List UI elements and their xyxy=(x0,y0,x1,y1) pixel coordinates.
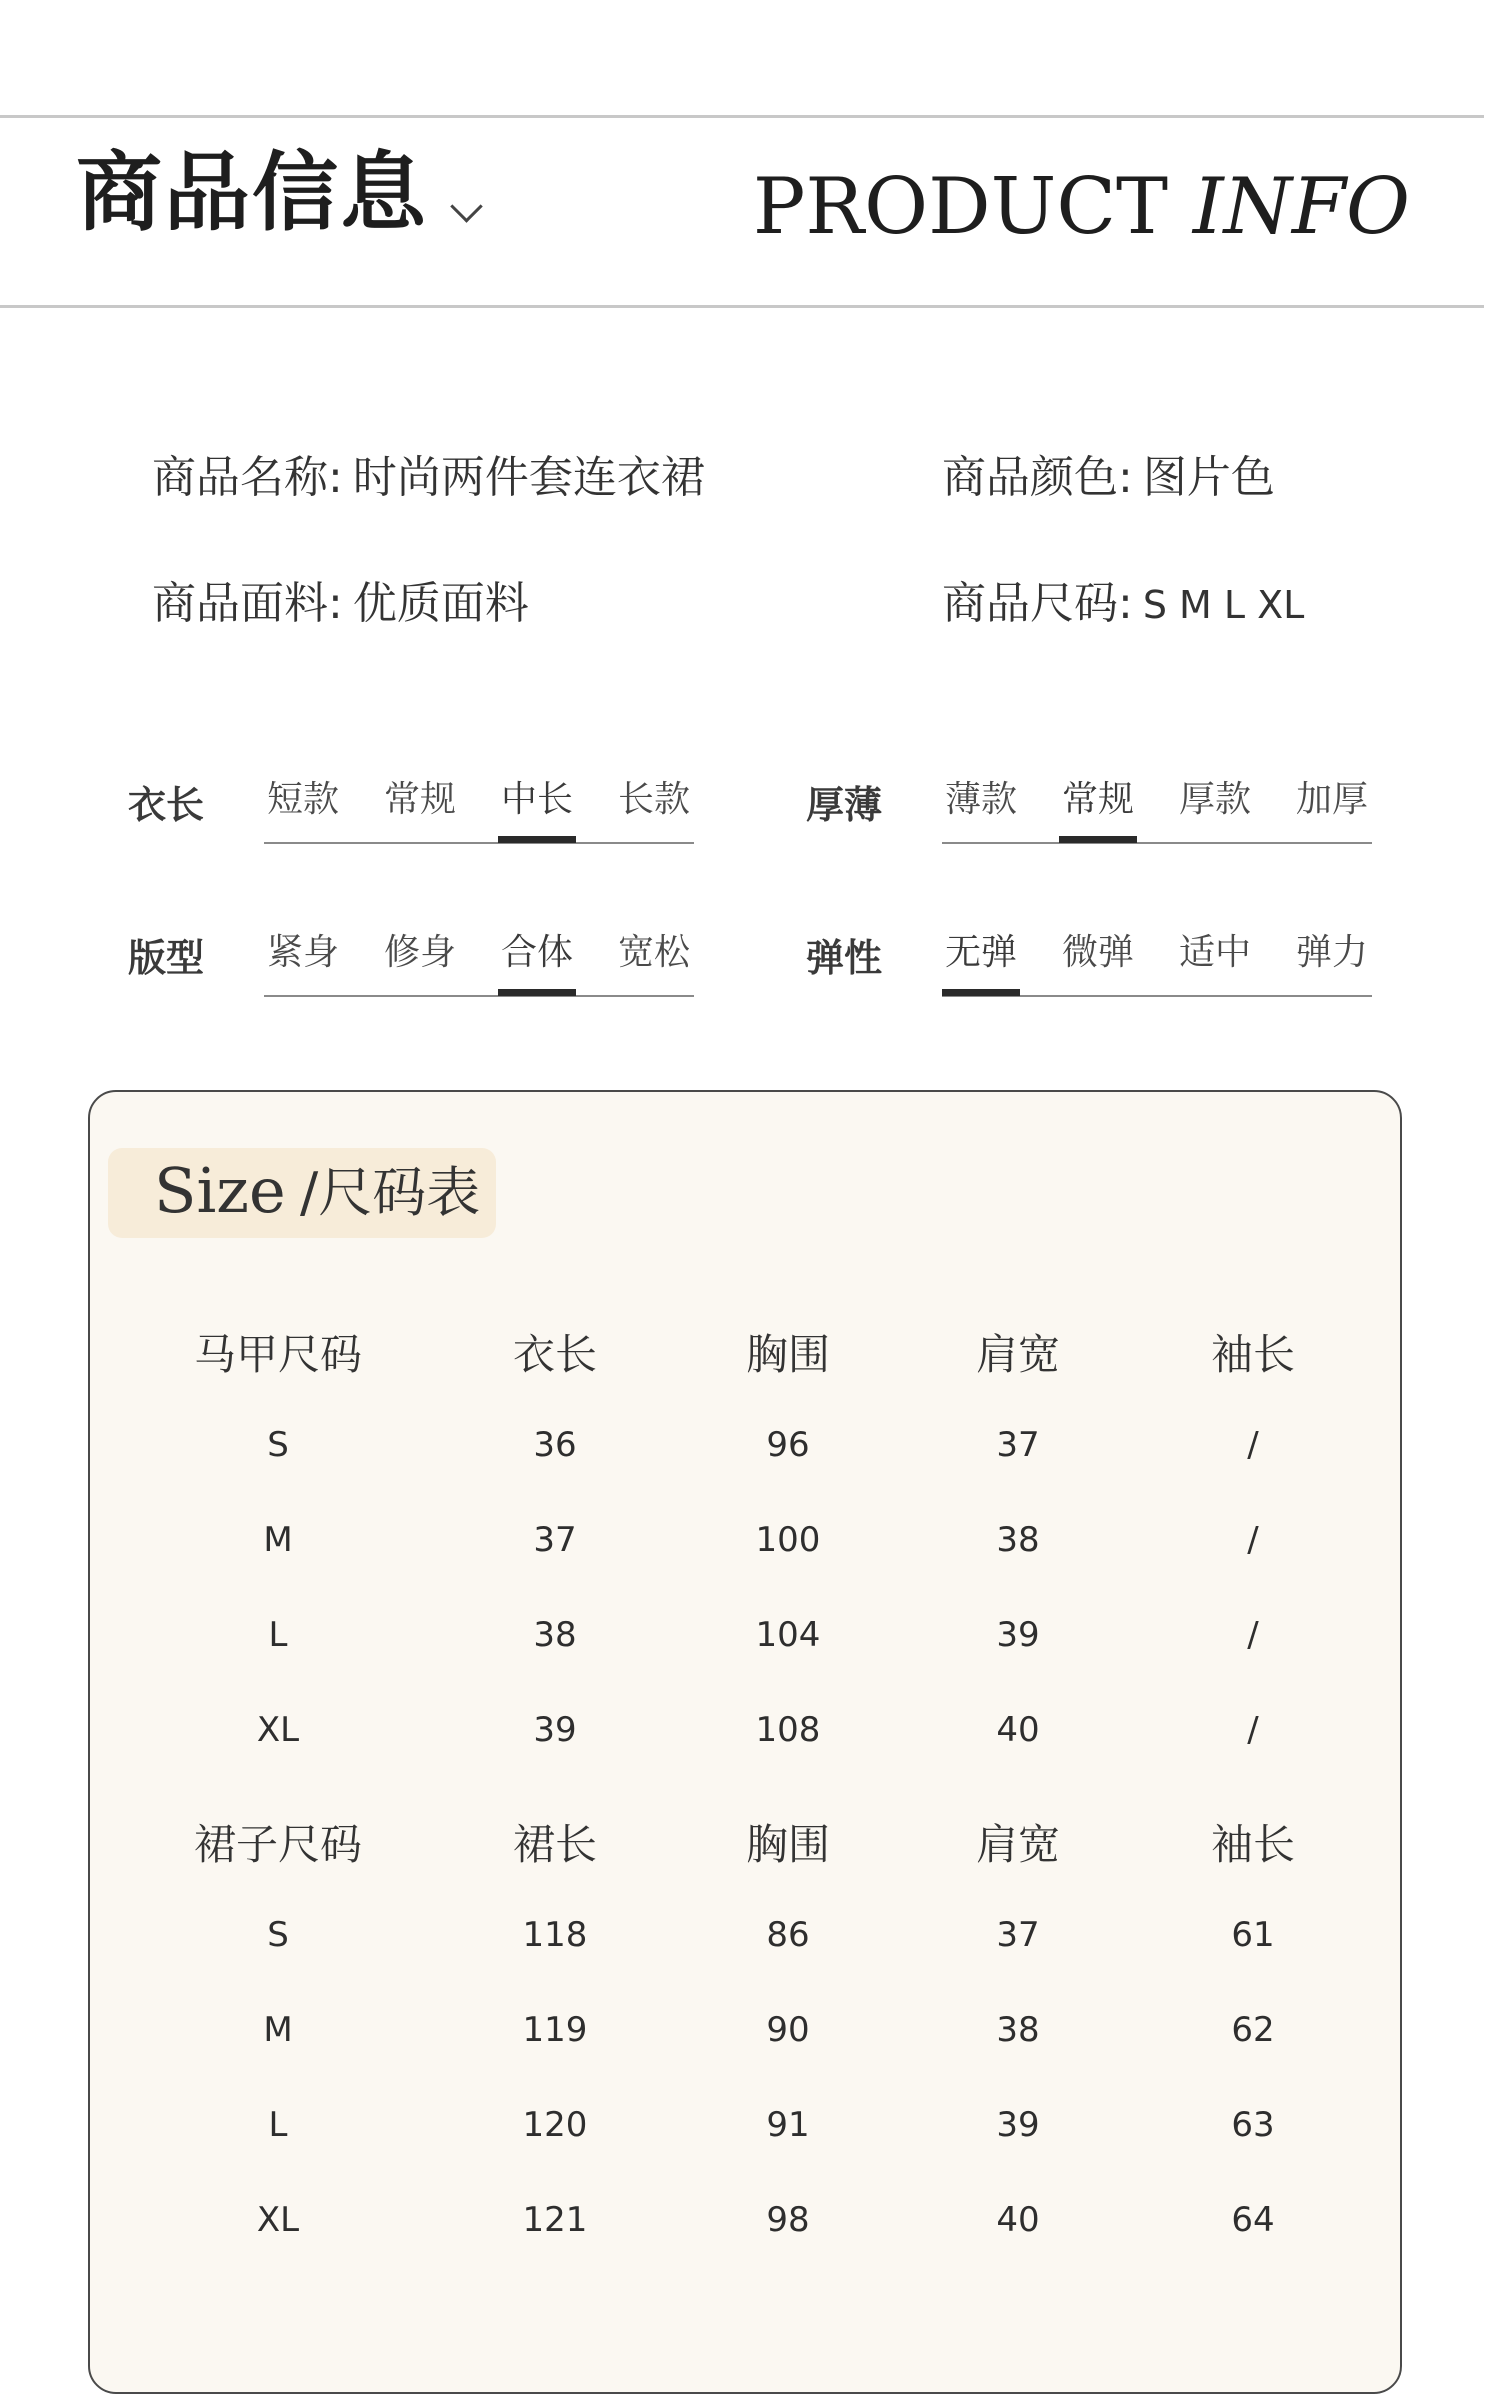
attribute-option: 紧身 xyxy=(266,932,339,973)
attribute-label: 版型 xyxy=(128,936,205,980)
table-cell: 63 xyxy=(1231,2105,1275,2145)
product-name-value: 时尚两件套连衣裙 xyxy=(352,452,705,503)
table-cell: 38 xyxy=(996,1520,1040,1560)
table-cell: 91 xyxy=(766,2105,810,2145)
title-en-upright: PRODUCT xyxy=(752,162,1169,252)
table-cell: 120 xyxy=(522,2105,588,2145)
attribute-options xyxy=(264,779,694,844)
table-cell: L xyxy=(268,2105,288,2145)
size-chart-title xyxy=(108,1148,496,1238)
attribute-option: 长款 xyxy=(617,779,690,820)
table-cell: S xyxy=(267,1425,289,1465)
table-cell: XL xyxy=(256,2200,300,2240)
page-title-en xyxy=(752,162,1410,252)
table-cell: 37 xyxy=(996,1425,1040,1465)
table-cell: / xyxy=(1247,1710,1259,1750)
table-cell: M xyxy=(263,2010,293,2050)
table-cell: 62 xyxy=(1231,2010,1275,2050)
table-header-cell: 裙子尺码 xyxy=(193,1820,362,1869)
product-color-label: 商品颜色: xyxy=(942,452,1133,503)
product-size-value: S M L XL xyxy=(1142,583,1305,627)
table-cell: 121 xyxy=(522,2200,588,2240)
attribute-label: 弹性 xyxy=(806,936,883,980)
product-size-info xyxy=(942,578,1305,629)
product-name-info xyxy=(152,452,705,503)
title-en-italic: INFO xyxy=(1192,162,1410,252)
table-header-row xyxy=(90,1325,1400,1385)
page-title-cn: 商品信息 xyxy=(76,143,428,243)
table-header-cell: 肩宽 xyxy=(975,1820,1060,1869)
size-chart-card xyxy=(88,1090,1402,2394)
table-row xyxy=(90,2000,1400,2060)
attribute-option: 弹力 xyxy=(1295,932,1368,973)
attribute-option: 薄款 xyxy=(944,779,1017,820)
attribute-option: 短款 xyxy=(266,779,339,820)
size-chart-title-cn: /尺码表 xyxy=(300,1161,481,1224)
table-cell: 119 xyxy=(522,2010,588,2050)
product-color-info xyxy=(942,452,1275,503)
product-fabric-info xyxy=(152,578,529,629)
table-cell: 86 xyxy=(766,1915,810,1955)
attribute-label: 衣长 xyxy=(128,783,205,827)
attribute-option: 修身 xyxy=(383,932,456,973)
table-cell: L xyxy=(268,1615,288,1655)
product-fabric-label: 商品面料: xyxy=(152,578,343,629)
attribute-option: 宽松 xyxy=(617,932,690,973)
table-cell: 90 xyxy=(766,2010,810,2050)
table-cell: 39 xyxy=(996,2105,1040,2145)
table-cell: 40 xyxy=(996,2200,1040,2240)
table-row xyxy=(90,1905,1400,1965)
table-cell: 100 xyxy=(755,1520,821,1560)
product-size-label: 商品尺码: xyxy=(942,578,1133,629)
attribute-options xyxy=(264,932,694,997)
attribute-option: 厚款 xyxy=(1178,779,1251,820)
table-header-cell: 马甲尺码 xyxy=(193,1330,362,1379)
table-cell: XL xyxy=(256,1710,300,1750)
table-cell: / xyxy=(1247,1425,1259,1465)
table-cell: / xyxy=(1247,1615,1259,1655)
chevron-down-icon xyxy=(450,190,483,223)
product-color-value: 图片色 xyxy=(1142,452,1275,503)
attribute-option-selected: 无弹 xyxy=(942,935,1020,971)
table-cell: / xyxy=(1247,1520,1259,1560)
size-chart-title-en: Size xyxy=(154,1154,286,1227)
table-cell: 64 xyxy=(1231,2200,1275,2240)
table-cell: 37 xyxy=(533,1520,577,1560)
table-cell: 40 xyxy=(996,1710,1040,1750)
table-cell: 61 xyxy=(1231,1915,1275,1955)
table-cell: 108 xyxy=(755,1710,821,1750)
attribute-option: 加厚 xyxy=(1295,779,1368,820)
attribute-option-selected: 中长 xyxy=(498,782,576,818)
attribute-options xyxy=(942,779,1372,844)
product-name-label: 商品名称: xyxy=(152,452,343,503)
table-header-cell: 袖长 xyxy=(1210,1330,1295,1379)
header-bottom-divider xyxy=(0,305,1484,308)
table-header-cell: 胸围 xyxy=(745,1330,830,1379)
table-cell: 38 xyxy=(996,2010,1040,2050)
table-header-cell: 裙长 xyxy=(512,1820,597,1869)
table-row xyxy=(90,1605,1400,1665)
table-cell: M xyxy=(263,1520,293,1560)
table-row xyxy=(90,2095,1400,2155)
attribute-option: 微弹 xyxy=(1061,932,1134,973)
table-cell: S xyxy=(267,1915,289,1955)
table-row xyxy=(90,1510,1400,1570)
table-cell: 118 xyxy=(522,1915,588,1955)
attribute-option-selected: 常规 xyxy=(1059,782,1137,818)
product-fabric-value: 优质面料 xyxy=(352,578,529,629)
attribute-label: 厚薄 xyxy=(806,783,883,827)
table-header-cell: 肩宽 xyxy=(975,1330,1060,1379)
attribute-option: 常规 xyxy=(383,779,456,820)
table-cell: 36 xyxy=(533,1425,577,1465)
attribute-option-selected: 合体 xyxy=(498,935,576,971)
table-header-cell: 衣长 xyxy=(512,1330,597,1379)
table-header-cell: 胸围 xyxy=(745,1820,830,1869)
attribute-option: 适中 xyxy=(1178,932,1251,973)
table-header-cell: 袖长 xyxy=(1210,1820,1295,1869)
table-row xyxy=(90,2190,1400,2250)
header-top-divider xyxy=(0,115,1484,118)
table-row xyxy=(90,1415,1400,1475)
table-header-row xyxy=(90,1815,1400,1875)
table-cell: 96 xyxy=(766,1425,810,1465)
table-cell: 37 xyxy=(996,1915,1040,1955)
table-cell: 38 xyxy=(533,1615,577,1655)
table-cell: 39 xyxy=(996,1615,1040,1655)
table-cell: 104 xyxy=(755,1615,821,1655)
table-cell: 98 xyxy=(766,2200,810,2240)
table-cell: 39 xyxy=(533,1710,577,1750)
table-row xyxy=(90,1700,1400,1760)
attribute-options xyxy=(942,932,1372,997)
